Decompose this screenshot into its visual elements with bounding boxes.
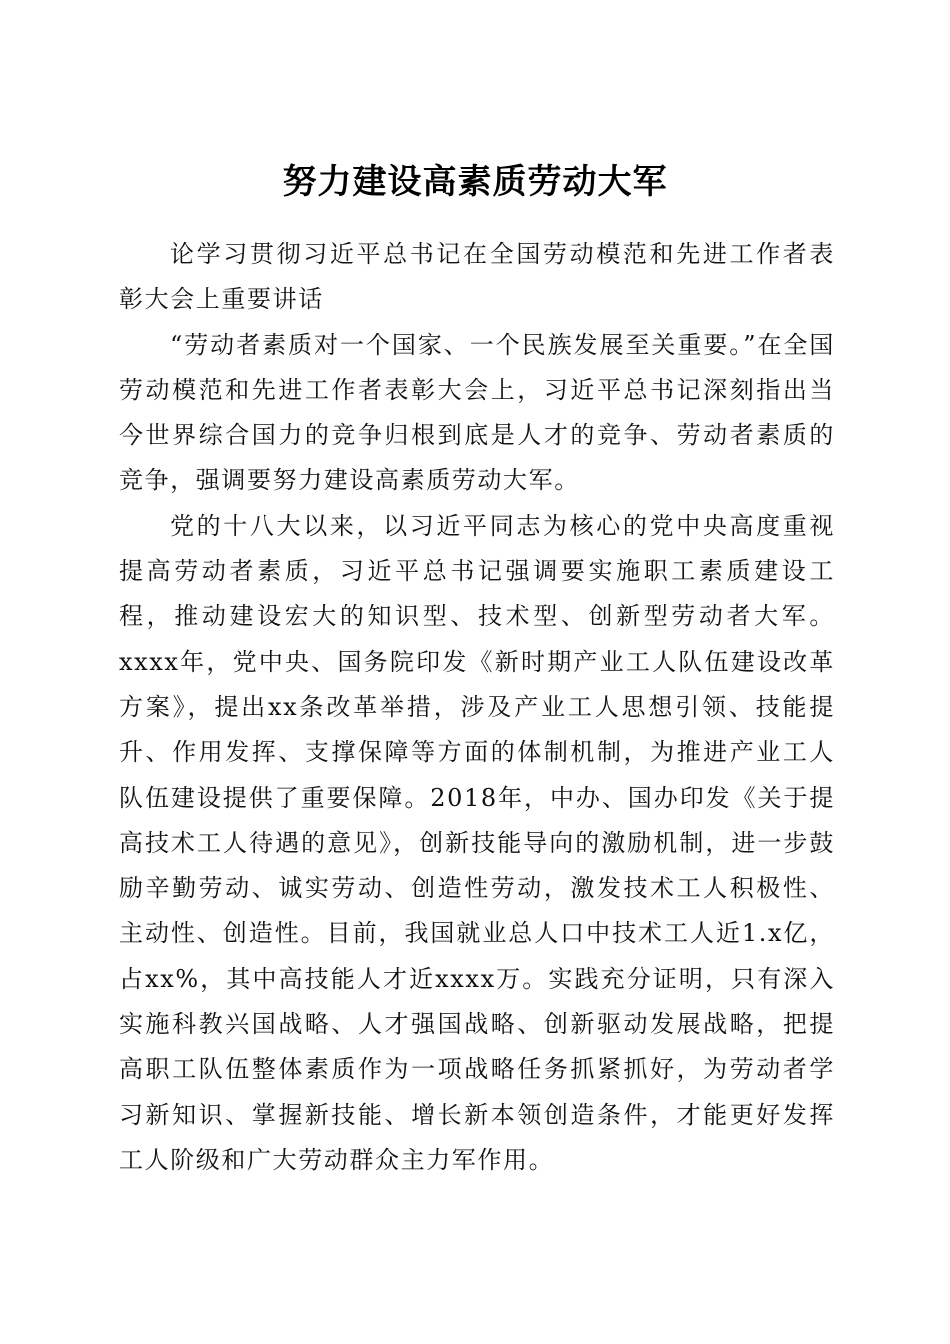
body-paragraph: 党的十八大以来，以习近平同志为核心的党中央高度重视提高劳动者素质，习近平总书记强调要实施职工素质建设工程，推动建设宏大的知识型、技术型、创新型劳动者大军。xxxx年，党中央、国务院印发《新时期产业工人队伍建设改革方案》，提出xx条改革举措，涉及产业工人思想引领、技能提升、作用发挥、支撑保障等方面的体制机制，为推进产业工人队伍建设提供了重要保障。2018年，中办、国办印发《关于提高技术工人待遇的意见》，创新技能导向的激励机制，进一步鼓励辛勤劳动、诚实劳动、创造性劳动，激发技术工人积极性、主动性、创造性。目前，我国就业总人口中技术工人近1.x亿，占xx%，其中高技能人才近xxxx万。实践充分证明，只有深入实施科教兴国战略、人才强国战略、创新驱动发展战略，把提高职工队伍整体素质作为一项战略任务抓紧抓好，为劳动者学习新知识、掌握新技能、增长新本领创造条件，才能更好发挥工人阶级和广大劳动群众主力军作用。 bbox=[119, 511, 835, 1174]
document-title: 努力建设高素质劳动大军 bbox=[282, 161, 668, 202]
document-body bbox=[119, 232, 835, 1183]
subtitle-paragraph: 论学习贯彻习近平总书记在全国劳动模范和先进工作者表彰大会上重要讲话 bbox=[119, 240, 835, 314]
body-paragraph: “劳动者素质对一个国家、一个民族发展至关重要。”在全国劳动模范和先进工作者表彰大会上，习近平总书记深刻指出当今世界综合国力的竞争归根到底是人才的竞争、劳动者素质的竞争，强调要努力建设高素质劳动大军。 bbox=[119, 330, 835, 495]
